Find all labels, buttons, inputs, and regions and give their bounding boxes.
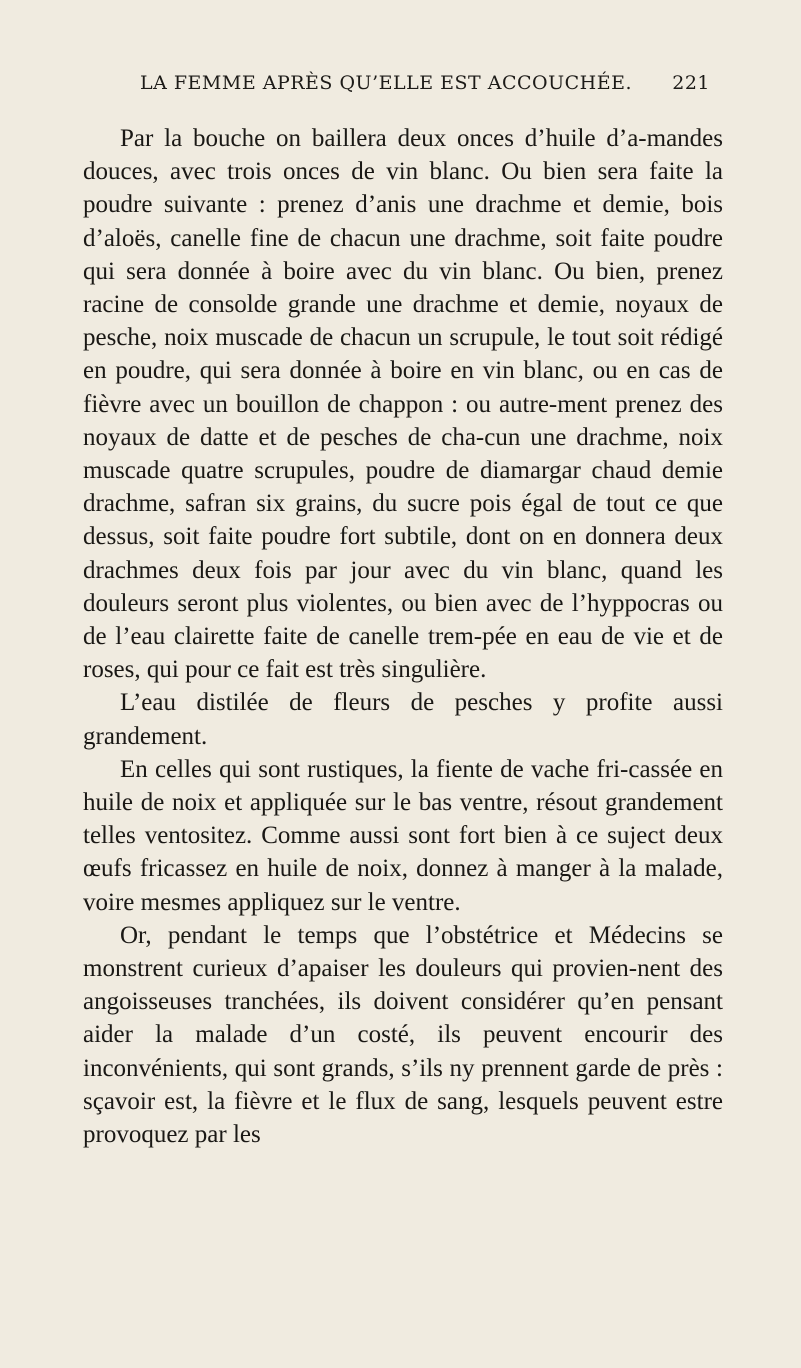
paragraph: Or, pendant le temps que l’obstétrice et Médecins se monstrent curieux d’apaiser les douleurs qui provien-nent des angoisseuses tranchées, ils doivent considérer qu’en pensant aider la malade d’un costé, ils peuvent encourir des inconvénients, qui sont grands, s’ils ny prennent garde de près : sçavoir est, la fièvre et le flux de sang, lesquels peuvent estre provoquez par les <box>83 921 723 1149</box>
page-number: 221 <box>672 72 710 94</box>
paragraph: Par la bouche on baillera deux onces d’huile d’a-mandes douces, avec trois onces de vin blanc. Ou bien sera faite la poudre suivante : prenez d’anis une drachme et demie, bois d’aloës, canelle fine de chacun une drachme, soit faite poudre qui sera donnée à boire avec du vin blanc. Ou bien, prenez racine de consolde grande une drachme et demie, noyaux de pesche, noix muscade de chacun un scrupule, le tout soit rédigé en poudre, qui sera donnée à boire en vin blanc, ou en cas de fièvre avec un bouillon de chappon : ou autre-ment prenez des noyaux de datte et de pesches de cha-cun une drachme, noix muscade quatre scrupules, poudre de diamargar chaud demie drachme, safran six grains, du sucre pois égal de tout ce que dessus, soit faite poudre fort subtile, dont on en donnera deux drachmes deux fois par jour avec du vin blanc, quand les douleurs seront plus violentes, ou bien avec de l’hyppocras ou de l’eau clairette faite de canelle trem-pée en eau de vie et de roses, qui pour ce fait est très singulière. <box>83 125 723 684</box>
paragraph: En celles qui sont rustiques, la fiente de vache fri-cassée en huile de noix et appliquée sur le bas ventre, résout grandement telles ventositez. Comme aussi sont fort bien à ce suject deux œufs fricassez en huile de noix, donnez à manger à la malade, voire mesmes appliquez sur le ventre. <box>83 755 723 916</box>
body-text <box>83 122 723 1151</box>
running-title: LA FEMME APRÈS QU’ELLE EST ACCOUCHÉE. <box>140 72 632 94</box>
paragraph: L’eau distilée de fleurs de pesches y profite aussi grandement. <box>83 689 723 750</box>
